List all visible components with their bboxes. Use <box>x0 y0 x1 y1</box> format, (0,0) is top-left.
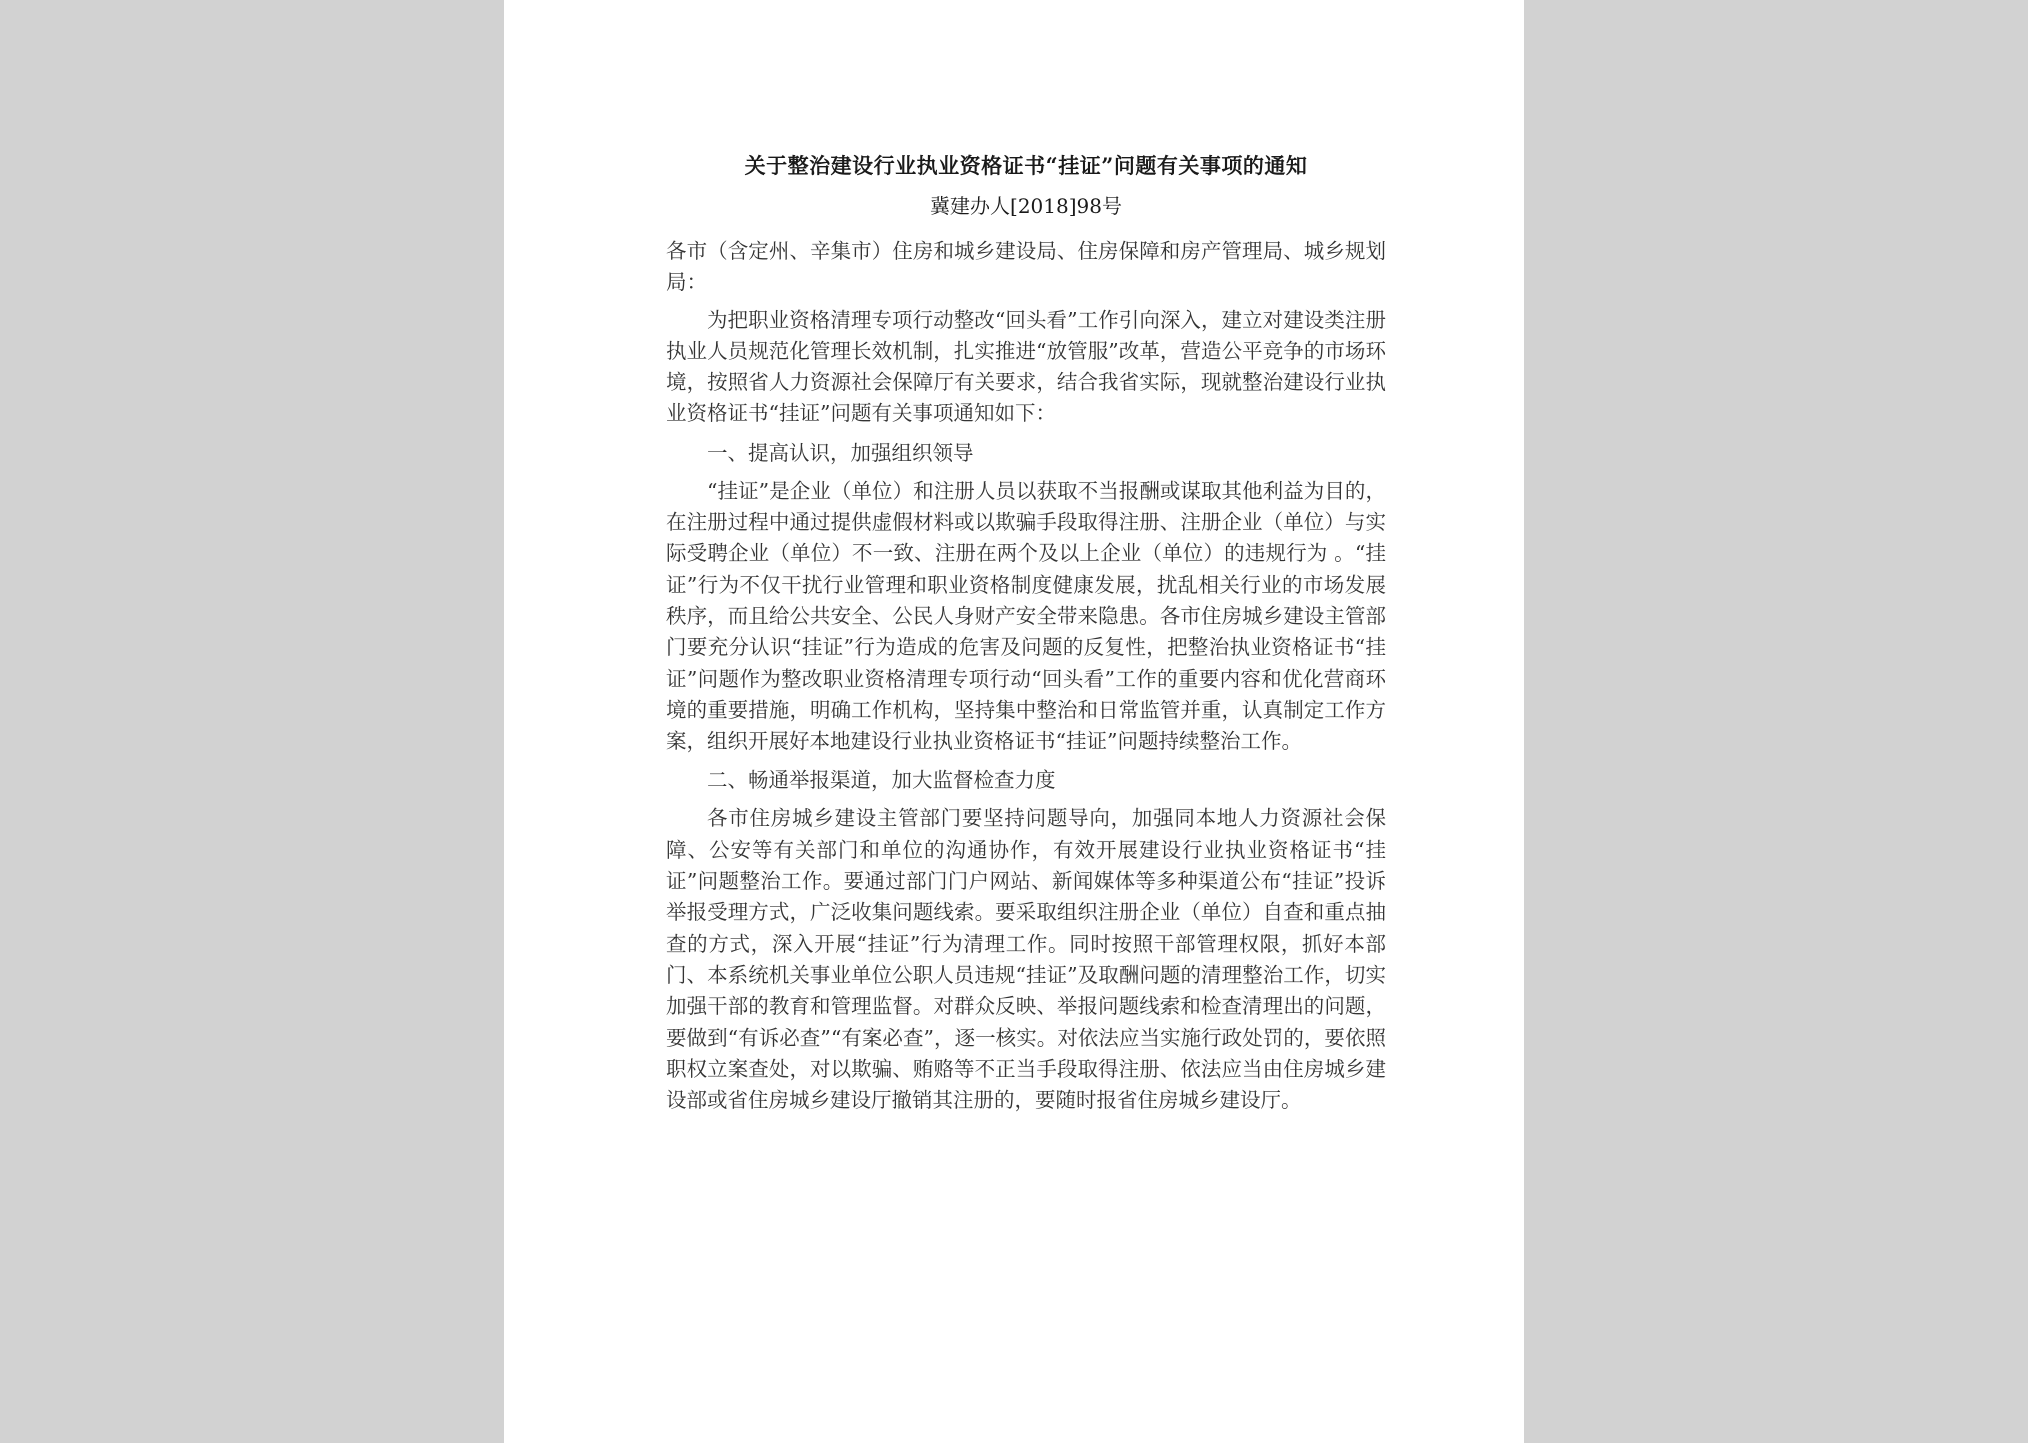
section-2-heading: 二、畅通举报渠道，加大监督检查力度 <box>707 768 1056 793</box>
document-title: 关于整治建设行业执业资格证书“挂证”问题有关事项的通知 <box>744 153 1308 178</box>
document-page <box>504 0 1524 1443</box>
document-content <box>666 148 1386 1122</box>
section-1-body: “挂证”是企业（单位）和注册人员以获取不当报酬或谋取其他利益为目的，在注册过程中通过提供虚假材料或以欺骗手段取得注册、注册企业（单位）与实际受聘企业（单位）不一致、注册在两个及以上企业（单位）的违规行为 。“挂证”行为不仅干扰行业管理和职业资格制度健康发展，扰乱相关行业的市场发展秩序，而且给公共安全、公民人身财产安全带来隐患。各市住房城乡建设主管部门要充分认识“挂证”行为造成的危害及问题的反复性，把整治执业资格证书“挂证”问题作为整改职业资格清理专项行动“回头看”工作的重要内容和优化营商环境的重要措施，明确工作机构，坚持集中整治和日常监管并重，认真制定工作方案，组织开展好本地建设行业执业资格证书“挂证”问题持续整治工作。 <box>666 478 1386 754</box>
intro-paragraph: 为把职业资格清理专项行动整改“回头看”工作引向深入，建立对建设类注册执业人员规范化管理长效机制，扎实推进“放管服”改革，营造公平竞争的市场环境，按照省人力资源社会保障厅有关要求，结合我省实际，现就整治建设行业执业资格证书“挂证”问题有关事项通知如下： <box>666 307 1386 426</box>
addressee-paragraph: 各市（含定州、辛集市）住房和城乡建设局、住房保障和房产管理局、城乡规划局： <box>666 239 1386 295</box>
section-1-heading: 一、提高认识，加强组织领导 <box>707 440 974 465</box>
document-number: 冀建办人[2018]98号 <box>930 194 1122 218</box>
section-2-body: 各市住房城乡建设主管部门要坚持问题导向，加强同本地人力资源社会保障、公安等有关部门和单位的沟通协作，有效开展建设行业执业资格证书“挂证”问题整治工作。要通过部门门户网站、新闻媒体等多种渠道公布“挂证”投诉举报受理方式，广泛收集问题线索。要采取组织注册企业（单位）自查和重点抽查的方式，深入开展“挂证”行为清理工作。同时按照干部管理权限，抓好本部门、本系统机关事业单位公职人员违规“挂证”及取酬问题的清理整治工作，切实加强干部的教育和管理监督。对群众反映、举报问题线索和检查清理出的问题，要做到“有诉必查”“有案必查”，逐一核实。对依法应当实施行政处罚的，要依照职权立案查处，对以欺骗、贿赂等不正当手段取得注册、依法应当由住房城乡建设部或省住房城乡建设厅撤销其注册的，要随时报省住房城乡建设厅。 <box>666 806 1386 1113</box>
